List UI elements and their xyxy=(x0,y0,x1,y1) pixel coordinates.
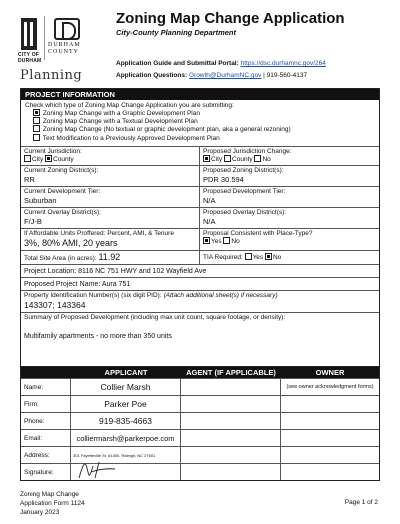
owner-column-header: OWNER xyxy=(315,368,345,378)
project-information-header: PROJECT INFORMATION xyxy=(21,89,379,100)
page-subtitle: City-County Planning Department xyxy=(116,28,237,37)
affordable-label: If Affordable Units Proffered: Percent, AMI, & Tenure xyxy=(24,230,174,238)
owner-address-field[interactable] xyxy=(281,447,379,463)
proposed-overlay-field[interactable]: N/A xyxy=(203,217,216,227)
project-name-cell xyxy=(21,278,379,290)
current-zoning-label: Current Zoning District(s): xyxy=(24,167,99,175)
contact-row-firm xyxy=(21,395,379,412)
proposed-overlay-cell xyxy=(200,208,379,228)
row-label: Phone: xyxy=(21,413,71,429)
current-overlay-field[interactable]: F/J-B xyxy=(24,217,42,227)
proposed-tier-cell xyxy=(200,187,379,207)
option-textual-plan[interactable] xyxy=(25,118,375,126)
current-overlay-label: Current Overlay District(s): xyxy=(24,209,101,217)
checkbox-icon[interactable] xyxy=(254,155,261,162)
pid-label: Property Identification Number(s) (six digit PID): xyxy=(24,292,162,300)
current-zoning-cell xyxy=(21,166,200,186)
summary-cell xyxy=(21,313,379,356)
row-label: Firm: xyxy=(21,396,71,412)
site-area-row xyxy=(21,250,379,264)
option-graphic-plan[interactable] xyxy=(25,110,375,118)
overlay-row xyxy=(21,207,379,228)
option-text-modification[interactable] xyxy=(25,135,375,143)
location-field[interactable]: 8116 NC 751 HWY and 102 Wayfield Ave xyxy=(78,268,207,276)
agent-phone-field[interactable] xyxy=(181,413,281,429)
project-name-field[interactable]: Aura 751 xyxy=(101,281,131,289)
summary-label: Summary of Proposed Development (including max unit count, square footage, or density): xyxy=(24,314,286,322)
pid-field[interactable]: 143307; 143364 xyxy=(24,300,86,311)
current-tier-field[interactable]: Suburban xyxy=(24,196,57,206)
summary-field[interactable]: Multifamily apartments - no more than 350 units xyxy=(24,333,172,341)
agent-signature-field[interactable] xyxy=(181,464,281,480)
checkbox-icon[interactable] xyxy=(33,134,40,141)
tier-row xyxy=(21,186,379,207)
current-tier-cell xyxy=(21,187,200,207)
owner-email-field[interactable] xyxy=(281,430,379,446)
place-type-cell xyxy=(200,229,379,250)
tia-yes-label: Yes xyxy=(252,254,264,262)
proposed-no-label: No xyxy=(262,156,271,164)
footer-form-name: Zoning Map Change xyxy=(20,491,79,498)
city-logo-text: CITY OF DURHAM xyxy=(18,52,42,64)
jurisdiction-city-label: City xyxy=(32,156,44,164)
tia-cell xyxy=(200,251,379,264)
jurisdiction-row xyxy=(21,146,379,165)
application-type-prompt: Check which type of Zoning Map Change Application you are submitting: xyxy=(25,102,234,109)
proposed-jurisdiction-cell xyxy=(200,147,379,165)
summary-row xyxy=(21,312,379,356)
checkbox-icon[interactable] xyxy=(203,155,210,162)
contact-row-name xyxy=(21,378,379,395)
place-type-no-label: No xyxy=(231,238,240,246)
application-form xyxy=(20,88,380,481)
proposed-tier-label: Proposed Development Tier: xyxy=(203,188,286,196)
proposed-zoning-label: Proposed Zoning District(s): xyxy=(203,167,284,175)
location-label: Project Location: xyxy=(24,268,77,276)
applicant-firm-field[interactable]: Parker Poe xyxy=(71,396,181,412)
current-jurisdiction-cell xyxy=(21,147,200,165)
proposed-zoning-field[interactable]: PDR 30.594 xyxy=(203,175,244,185)
applicant-signature-field[interactable] xyxy=(71,464,181,480)
checkbox-icon[interactable] xyxy=(45,155,52,162)
tia-label: TIA Required: xyxy=(203,254,243,262)
handwritten-signature xyxy=(75,458,135,480)
questions-label: Application Questions: xyxy=(116,72,188,79)
contacts-header xyxy=(21,366,379,378)
place-type-yes-label: Yes xyxy=(211,238,222,246)
checkbox-icon[interactable] xyxy=(245,253,252,260)
site-area-cell xyxy=(21,251,200,264)
portal-link[interactable]: https://dsc.durhamnc.gov/264 xyxy=(240,60,326,67)
logo-divider xyxy=(44,16,45,60)
portal-label: Application Guide and Submittal Portal: xyxy=(116,60,239,67)
agent-address-field[interactable] xyxy=(181,447,281,463)
row-label: Name: xyxy=(21,379,71,395)
footer-info xyxy=(20,490,85,517)
place-type-label: Proposal Consistent with Place-Type? xyxy=(203,230,313,238)
footer-form-number: Application Form 1124 xyxy=(20,500,85,507)
affordable-cell xyxy=(21,229,200,250)
current-overlay-cell xyxy=(21,208,200,228)
row-label: Address: xyxy=(21,447,71,463)
option-general-rezoning[interactable] xyxy=(25,126,375,134)
planning-wordmark: Planning xyxy=(20,68,83,83)
agent-column-header: AGENT (IF APPLICABLE) xyxy=(186,368,276,378)
affordable-row xyxy=(21,228,379,250)
applicant-email-field[interactable]: colliermarsh@parkerpoe.com xyxy=(71,430,181,446)
tia-no-label: No xyxy=(272,254,282,262)
questions-email-link[interactable]: Growth@DurhamNC.gov xyxy=(188,72,262,79)
page-number: Page 1 of 2 xyxy=(344,499,378,506)
checkbox-icon[interactable] xyxy=(203,237,210,244)
proposed-zoning-cell xyxy=(200,166,379,186)
current-jurisdiction-label: Current Jurisdiction: xyxy=(24,147,82,155)
checkbox-icon[interactable] xyxy=(265,253,272,260)
current-tier-label: Current Development Tier: xyxy=(24,188,101,196)
applicant-address-field[interactable]: 301 Fayetteville St, #1400, Raleigh, NC 27601 xyxy=(71,447,181,463)
project-name-row xyxy=(21,277,379,290)
checkbox-icon[interactable] xyxy=(224,155,231,162)
agent-email-field[interactable] xyxy=(181,430,281,446)
proposed-city-label: City xyxy=(211,156,223,164)
page-header xyxy=(0,0,400,90)
department-logos xyxy=(18,16,108,86)
contact-row-email xyxy=(21,429,379,446)
site-area-label: Total Site Area (in acres): xyxy=(24,255,97,263)
proposed-jurisdiction-label: Proposed Jurisdiction Change: xyxy=(203,147,292,155)
pid-note: (Attach additional sheet(s) if necessary) xyxy=(163,292,278,300)
proposed-tier-field[interactable]: N/A xyxy=(203,196,216,206)
agent-name-field[interactable] xyxy=(181,379,281,395)
row-label: Signature: xyxy=(21,464,71,480)
checkbox-icon[interactable] xyxy=(33,109,40,116)
proposed-overlay-label: Proposed Overlay District(s): xyxy=(203,209,287,217)
pid-row xyxy=(21,290,379,312)
option-label: Zoning Map Change with a Textual Development Plan xyxy=(42,118,198,126)
proposed-county-label: County xyxy=(232,156,253,164)
agent-firm-field[interactable] xyxy=(181,396,281,412)
location-cell xyxy=(21,265,379,277)
owner-phone-field[interactable] xyxy=(281,413,379,429)
applicant-name-field[interactable]: Collier Marsh xyxy=(71,379,181,395)
zoning-row xyxy=(21,165,379,186)
checkbox-icon[interactable] xyxy=(33,125,40,132)
option-label: Zoning Map Change (No textual or graphic development plan, aka a general rezoning) xyxy=(42,126,291,134)
option-label: Text Modification to a Previously Approved Development Plan xyxy=(42,134,220,142)
contact-row-phone xyxy=(21,412,379,429)
checkbox-icon[interactable] xyxy=(24,155,31,162)
project-name-label: Proposed Project Name: xyxy=(24,281,101,289)
page-title: Zoning Map Change Application xyxy=(116,10,345,27)
checkbox-icon[interactable] xyxy=(223,237,230,244)
current-zoning-field[interactable]: RR xyxy=(24,175,35,185)
questions-line xyxy=(116,72,307,79)
owner-firm-field[interactable] xyxy=(281,396,379,412)
jurisdiction-county-label: County xyxy=(53,156,74,164)
questions-phone: | 919-560-4137 xyxy=(261,72,308,79)
county-logo-text: DURHAM COUNTY xyxy=(48,42,81,55)
durham-county-logo xyxy=(48,16,88,60)
row-label: Email: xyxy=(21,430,71,446)
contact-row-signature xyxy=(21,463,379,480)
site-area-field[interactable]: 11.92 xyxy=(98,252,121,263)
option-label: Zoning Map Change with a Graphic Development Plan xyxy=(42,110,200,118)
application-type-group xyxy=(21,100,379,146)
footer-date: January 2023 xyxy=(20,509,60,516)
city-of-durham-logo xyxy=(18,16,42,64)
applicant-column-header: APPLICANT xyxy=(104,368,148,378)
applicant-phone-field[interactable]: 919-835-4663 xyxy=(71,413,181,429)
owner-signature-field[interactable] xyxy=(281,464,379,480)
checkbox-icon[interactable] xyxy=(33,117,40,124)
affordable-field[interactable]: 3%, 80% AMI, 20 years xyxy=(24,238,118,249)
owner-name-field[interactable]: (see owner acknowledgment forms) xyxy=(286,384,374,391)
location-row xyxy=(21,264,379,277)
pid-cell xyxy=(21,291,379,312)
portal-line xyxy=(116,60,326,67)
